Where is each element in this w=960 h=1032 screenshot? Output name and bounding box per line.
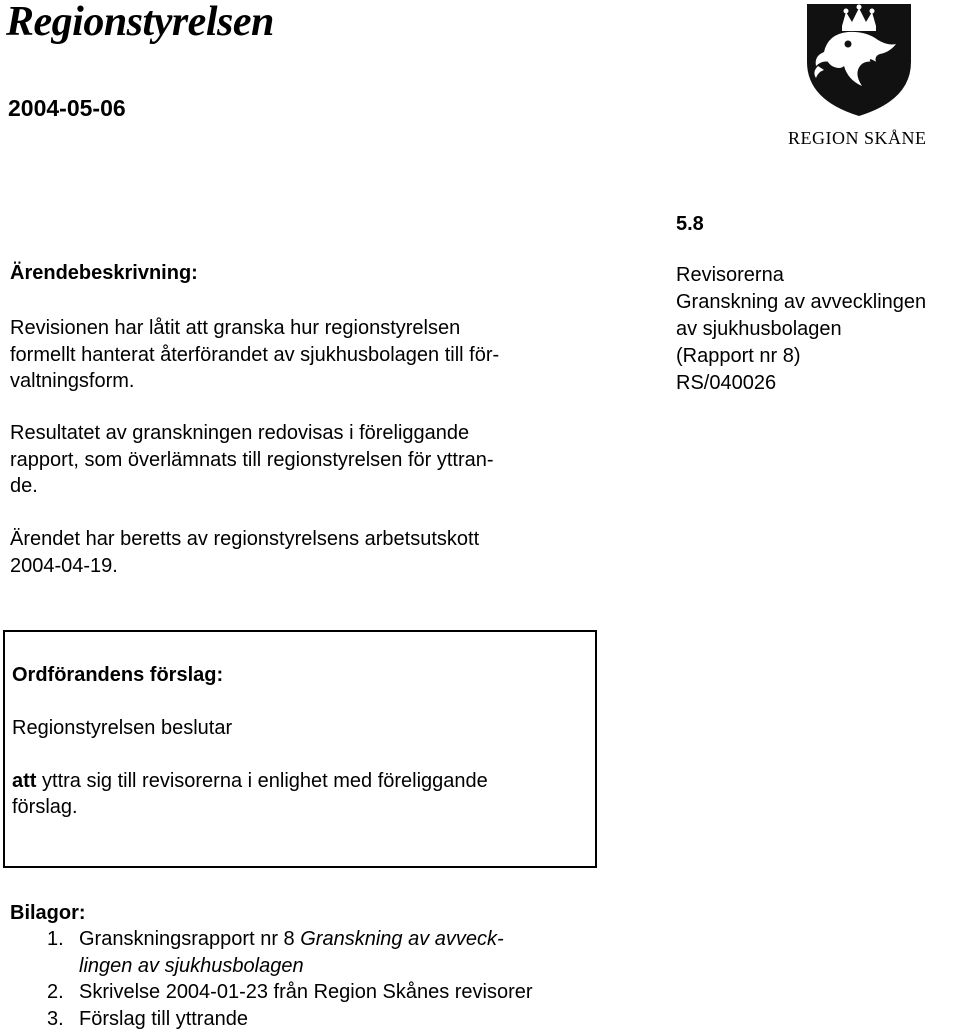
description-paragraph-2: [10, 420, 494, 500]
attachment-title: Granskning av avveck-: [300, 928, 503, 950]
document-date: 2004-05-06: [8, 94, 126, 122]
att-text: yttra sig till revisorerna i enlighet med föreliggande: [36, 770, 487, 792]
page-title: Regionstyrelsen: [6, 0, 274, 44]
proposal-heading: Ordförandens förslag:: [12, 662, 223, 688]
logo-wordmark: REGION SKÅNE: [788, 128, 938, 149]
paragraph-line: Revisionen har låtit att granska hur regionstyrelsen: [10, 315, 499, 342]
attachment-text: Granskningsrapport nr 8: [79, 928, 300, 950]
proposal-att-clause: [12, 768, 488, 820]
attachments-section: [10, 900, 533, 1032]
paragraph-line: formellt hanterat återförandet av sjukhusbolagen till för-: [10, 342, 499, 369]
attachment-item: [10, 1006, 533, 1032]
meta-line: Granskning av avvecklingen: [676, 289, 926, 316]
agenda-item-number: 5.8: [676, 212, 704, 236]
paragraph-line: de.: [10, 473, 494, 500]
paragraph-line: 2004-04-19.: [10, 553, 479, 580]
attachment-title-continued: lingen av sjukhusbolagen: [10, 953, 533, 980]
meta-line: (Rapport nr 8): [676, 343, 926, 370]
griffin-crest-icon: [804, 0, 914, 118]
att-text-continued: förslag.: [12, 794, 488, 820]
attachment-item: [10, 979, 533, 1006]
proposal-box: [3, 630, 597, 868]
attachment-text: Förslag till yttrande: [79, 1008, 248, 1030]
paragraph-line: Resultatet av granskningen redovisas i föreliggande: [10, 420, 494, 447]
att-keyword: att: [12, 770, 36, 792]
meta-line: av sjukhusbolagen: [676, 316, 926, 343]
attachments-heading: Bilagor:: [10, 900, 533, 926]
description-paragraph-1: [10, 315, 499, 395]
description-heading: Ärendebeskrivning:: [10, 260, 198, 286]
attachment-number: 2.: [47, 979, 64, 1006]
region-logo: [786, 0, 946, 150]
paragraph-line: valtningsform.: [10, 368, 499, 395]
attachment-text: Skrivelse 2004-01-23 från Region Skånes revisorer: [79, 981, 533, 1003]
attachment-number: 1.: [47, 926, 64, 953]
meta-line: RS/040026: [676, 370, 926, 397]
paragraph-line: Ärendet har beretts av regionstyrelsens arbetsutskott: [10, 526, 479, 553]
meta-line: Revisorerna: [676, 262, 926, 289]
item-metadata: [676, 262, 926, 397]
paragraph-line: rapport, som överlämnats till regionstyrelsen för yttran-: [10, 447, 494, 474]
proposal-decision: Regionstyrelsen beslutar: [12, 715, 232, 741]
attachment-item: [10, 926, 533, 953]
attachment-number: 3.: [47, 1006, 64, 1032]
description-paragraph-3: [10, 526, 479, 579]
